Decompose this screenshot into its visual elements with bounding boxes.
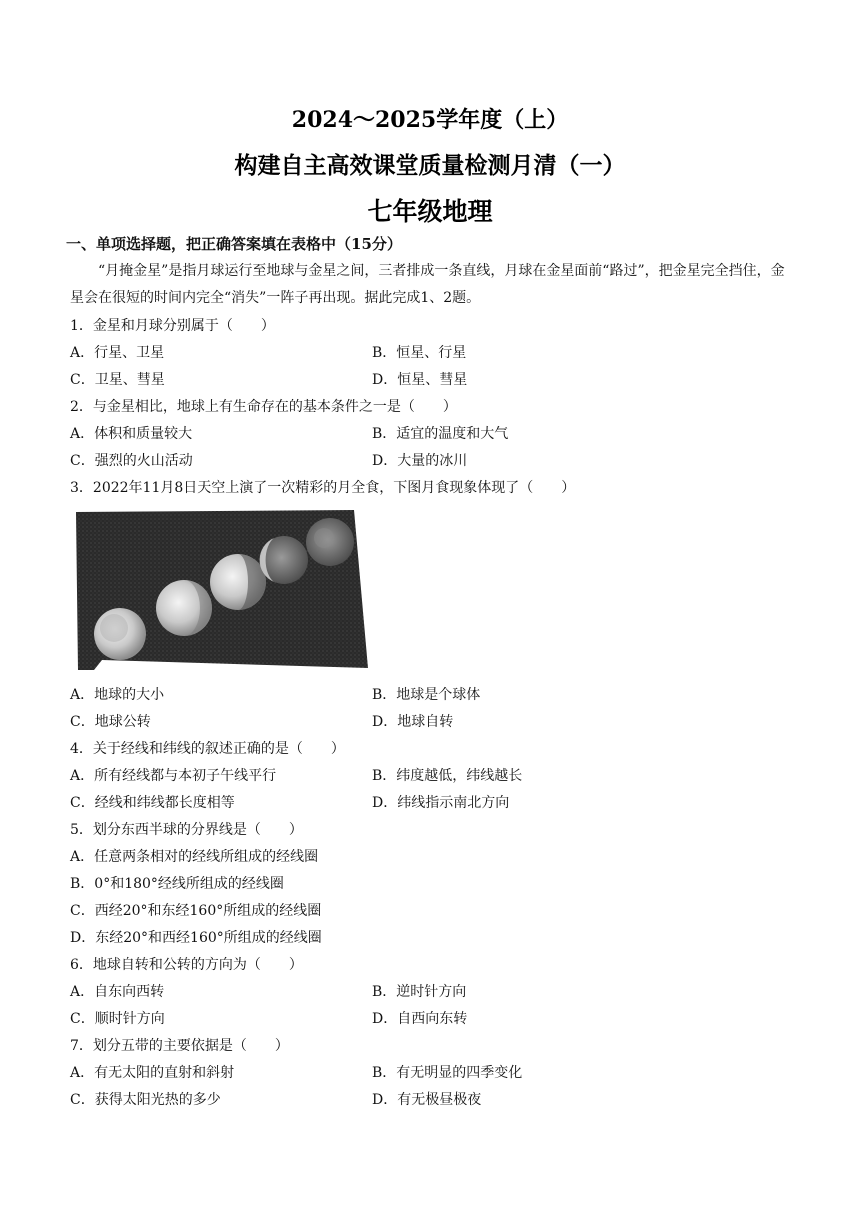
option-c: C．西经20°和东经160°所组成的经线圈 [70, 903, 322, 919]
option-b: B．有无明显的四季变化 [372, 1065, 523, 1081]
option-c: C．地球公转 [70, 714, 151, 730]
option-b: B．纬度越低，纬线越长 [372, 768, 523, 784]
exam-name-title: 构建自主高效课堂质量检测月清（一） [234, 152, 626, 179]
exam-year-title: 2024～2025学年度（上） [291, 107, 569, 133]
option-b: B．恒星、行星 [372, 345, 467, 361]
lunar-eclipse-photo [74, 510, 370, 670]
question-stem: 6．地球自转和公转的方向为（ ） [70, 957, 303, 973]
option-c: C．获得太阳光热的多少 [70, 1092, 221, 1108]
option-a: A．任意两条相对的经线所组成的经线圈 [70, 849, 319, 865]
option-d: D．东经20°和西经160°所组成的经线圈 [70, 930, 322, 946]
option-c: C．卫星、彗星 [70, 372, 165, 388]
option-d: D．有无极昼极夜 [372, 1092, 482, 1108]
question-stem: 5．划分东西半球的分界线是（ ） [70, 822, 303, 838]
option-d: D．地球自转 [372, 714, 454, 730]
question-stem: 4．关于经线和纬线的叙述正确的是（ ） [70, 741, 345, 757]
option-a: A．行星、卫星 [70, 345, 165, 361]
option-a: A．有无太阳的直射和斜射 [70, 1065, 235, 1081]
question-stem: 1．金星和月球分别属于（ ） [70, 318, 275, 334]
option-b: B．适宜的温度和大气 [372, 426, 509, 442]
option-d: D．纬线指示南北方向 [372, 795, 510, 811]
option-a: A．地球的大小 [70, 687, 165, 703]
option-c: C．顺时针方向 [70, 1011, 165, 1027]
question-stem: 2．与金星相比，地球上有生命存在的基本条件之一是（ ） [70, 399, 457, 415]
option-a: A．体积和质量较大 [70, 426, 193, 442]
reading-passage: “月掩金星”是指月球运行至地球与金星之间，三者排成一条直线，月球在金星面前“路过”，把金星完全挡住，金星会在很短的时间内完全“消失”一阵子再出现。据此完成1、2题。 [70, 263, 785, 306]
option-c: C．经线和纬线都长度相等 [70, 795, 235, 811]
question-stem: 7．划分五带的主要依据是（ ） [70, 1038, 289, 1054]
option-b: B．逆时针方向 [372, 984, 467, 1000]
option-b: B．0°和180°经线所组成的经线圈 [70, 876, 284, 892]
option-a: A．所有经线都与本初子午线平行 [70, 768, 277, 784]
option-a: A．自东向西转 [70, 984, 165, 1000]
option-d: D．恒星、彗星 [372, 372, 468, 388]
option-d: D．大量的冰川 [372, 453, 468, 469]
section-heading: 一、单项选择题，把正确答案填在表格中（15分） [66, 235, 402, 253]
option-d: D．自西向东转 [372, 1011, 468, 1027]
option-c: C．强烈的火山活动 [70, 453, 193, 469]
option-b: B．地球是个球体 [372, 687, 481, 703]
subject-title: 七年级地理 [367, 197, 493, 226]
question-stem: 3．2022年11月8日天空上演了一次精彩的月全食，下图月食现象体现了（ ） [70, 480, 576, 496]
